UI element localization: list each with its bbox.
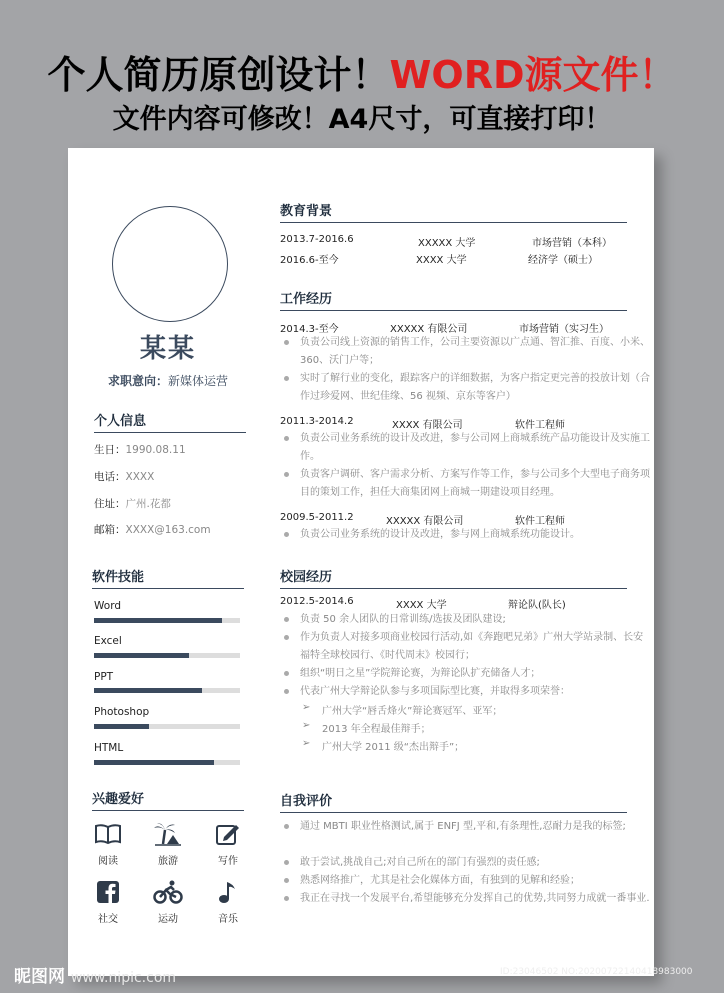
job-intent bbox=[68, 372, 268, 389]
banner-title: 个人简历原创设计！ bbox=[47, 53, 390, 97]
info-label: 邮箱： bbox=[94, 524, 126, 536]
award-text: 2013 年全程最佳辩手； bbox=[322, 724, 431, 735]
watermark-logo bbox=[14, 962, 176, 987]
arrow-icon: ➢ bbox=[302, 702, 311, 713]
campus-bullet: 作为负责人对接多项商业校园行活动,如《奔跑吧兄弟》广州大学站录制、长安福特全球校园行、《时代周末》校园行； bbox=[300, 629, 650, 665]
campus-award bbox=[302, 702, 503, 717]
skill-bar-fill bbox=[94, 724, 149, 729]
campus-award bbox=[302, 738, 465, 753]
info-value: 1990.08.11 bbox=[125, 444, 186, 456]
skill-bar-fill bbox=[94, 653, 189, 658]
work-date: 2014.3-至今 bbox=[280, 324, 339, 335]
watermark-id: ID:23046502 NO:20200722140418983000 bbox=[500, 967, 693, 977]
banner-line-1 bbox=[0, 50, 724, 100]
hobby-music bbox=[208, 880, 248, 925]
skill-bar bbox=[94, 618, 240, 623]
hobby-label: 音乐 bbox=[218, 914, 238, 925]
section-title-campus: 校园经历 bbox=[280, 566, 627, 589]
book-icon bbox=[94, 822, 122, 846]
section-title-hobbies: 兴趣爱好 bbox=[92, 788, 244, 811]
watermark-domain: www.nipic.com bbox=[70, 970, 177, 986]
palm-tree-icon bbox=[153, 822, 183, 846]
work-bullet: 负责公司业务系统的设计及改进，参与公司网上商城系统产品功能设计及实施工作。 bbox=[300, 430, 650, 466]
campus-school: XXXX 大学 bbox=[396, 600, 447, 611]
work-company: XXXXX 有限公司 bbox=[390, 324, 468, 335]
watermark-brand: 昵图网 bbox=[14, 967, 65, 987]
work-bullet: 负责公司业务系统的设计及改进，参与网上商城系统功能设计。 bbox=[300, 526, 650, 544]
music-note-icon bbox=[216, 880, 240, 904]
info-value: XXXX bbox=[125, 471, 155, 483]
work-date: 2011.3-2014.2 bbox=[280, 416, 354, 427]
skill-name: PPT bbox=[94, 671, 114, 683]
hobby-sports bbox=[148, 880, 188, 925]
arrow-icon: ➢ bbox=[302, 738, 311, 749]
facebook-icon bbox=[96, 880, 120, 904]
section-title-work: 工作经历 bbox=[280, 288, 627, 311]
skill-bar bbox=[94, 653, 240, 658]
banner-line-2: 文件内容可修改！A4尺寸，可直接打印！ bbox=[112, 104, 612, 135]
work-company: XXXX 有限公司 bbox=[392, 420, 463, 431]
bicycle-icon bbox=[153, 880, 183, 904]
work-role: 市场营销（实习生） bbox=[519, 324, 609, 335]
section-title-skills: 软件技能 bbox=[92, 566, 244, 589]
campus-bullet: 组织“明日之星”学院辩论赛，为辩论队扩充储备人才； bbox=[300, 665, 650, 683]
self-eval-bullet: 敢于尝试,挑战自己;对自己所在的部门有强烈的责任感; bbox=[300, 854, 650, 872]
edu-date: 2016.6-至今 bbox=[280, 255, 339, 266]
award-text: 广州大学“唇舌烽火”辩论赛冠军、亚军； bbox=[322, 706, 503, 717]
work-role: 软件工程师 bbox=[515, 516, 565, 527]
self-eval-bullet: 熟悉网络推广，尤其是社会化媒体方面，有独到的见解和经验； bbox=[300, 872, 650, 890]
hobby-label: 旅游 bbox=[158, 856, 178, 867]
award-text: 广州大学 2011 级“杰出辩手”； bbox=[322, 742, 465, 753]
work-company: XXXXX 有限公司 bbox=[386, 516, 464, 527]
skill-bar-fill bbox=[94, 688, 202, 693]
skill-bar-fill bbox=[94, 618, 222, 623]
skill-bar bbox=[94, 724, 240, 729]
work-role: 软件工程师 bbox=[515, 420, 565, 431]
skill-bar bbox=[94, 688, 240, 693]
skill-bar-fill bbox=[94, 760, 214, 765]
job-intent-label: 求职意向： bbox=[107, 374, 168, 388]
campus-bullet: 代表广州大学辩论队参与多项国际型比赛，并取得多项荣誉： bbox=[300, 683, 650, 701]
skill-name: Photoshop bbox=[94, 706, 150, 718]
hobby-label: 写作 bbox=[218, 856, 238, 867]
skill-name: Word bbox=[94, 600, 121, 612]
info-value: XXXX@163.com bbox=[125, 524, 211, 536]
hobby-reading bbox=[88, 822, 128, 867]
skill-name: HTML bbox=[94, 742, 124, 754]
edu-school: XXXX 大学 bbox=[416, 255, 467, 266]
resume-page bbox=[68, 148, 654, 976]
work-bullet: 实时了解行业的变化，跟踪客户的详细数据，为客户指定更完善的投放计划（合作过珍爱网、世纪佳缘、56 视频、京东等客户） bbox=[300, 370, 650, 406]
info-label: 生日： bbox=[94, 444, 126, 456]
edu-school: XXXXX 大学 bbox=[418, 238, 476, 249]
info-label: 电话： bbox=[94, 471, 126, 483]
section-title-self-eval: 自我评价 bbox=[280, 790, 627, 813]
hobby-label: 社交 bbox=[98, 914, 118, 925]
info-row-address bbox=[94, 496, 171, 511]
self-eval-bullet: 通过 MBTI 职业性格测试,属于 ENFJ 型,平和,有条理性,忍耐力是我的标签; bbox=[300, 818, 650, 836]
job-intent-value: 新媒体运营 bbox=[168, 374, 229, 388]
campus-award bbox=[302, 720, 431, 735]
arrow-icon: ➢ bbox=[302, 720, 311, 731]
info-row-birthday bbox=[94, 442, 186, 457]
work-date: 2009.5-2011.2 bbox=[280, 512, 354, 523]
hobby-label: 阅读 bbox=[98, 856, 118, 867]
campus-bullet: 负责 50 余人团队的日常训练/选拔及团队建设; bbox=[300, 611, 650, 629]
work-bullet: 负责公司线上资源的销售工作，公司主要资源以广点通、智汇推、百度、小米、360、沃门户等； bbox=[300, 334, 650, 370]
campus-date: 2012.5-2014.6 bbox=[280, 596, 354, 607]
work-bullet: 负责客户调研、客户需求分析、方案写作等工作，参与公司多个大型电子商务项目的策划工作，担任大商集团网上商城一期建设项目经理。 bbox=[300, 466, 650, 502]
campus-role: 辩论队(队长) bbox=[508, 600, 566, 611]
candidate-name: 某某 bbox=[139, 334, 196, 364]
banner-title-highlight: WORD源文件！ bbox=[389, 53, 677, 97]
info-row-email bbox=[94, 522, 211, 537]
section-title-education: 教育背景 bbox=[280, 200, 627, 223]
edu-major: 市场营销（本科） bbox=[532, 238, 612, 249]
section-title-personal-info: 个人信息 bbox=[94, 410, 246, 433]
info-value: 广州.花都 bbox=[125, 498, 171, 510]
hobby-label: 运动 bbox=[158, 914, 178, 925]
skill-bar bbox=[94, 760, 240, 765]
info-label: 住址： bbox=[94, 498, 126, 510]
hobby-travel bbox=[148, 822, 188, 867]
edu-major: 经济学（硕士） bbox=[528, 255, 598, 266]
photo-placeholder bbox=[112, 206, 228, 322]
info-row-phone bbox=[94, 469, 154, 484]
hobby-social bbox=[88, 880, 128, 925]
pencil-icon bbox=[215, 822, 241, 846]
edu-date: 2013.7-2016.6 bbox=[280, 234, 354, 245]
self-eval-bullet: 我正在寻找一个发展平台,希望能够充分发挥自己的优势,共同努力成就一番事业. bbox=[300, 890, 650, 908]
hobby-writing bbox=[208, 822, 248, 867]
skill-name: Excel bbox=[94, 635, 122, 647]
